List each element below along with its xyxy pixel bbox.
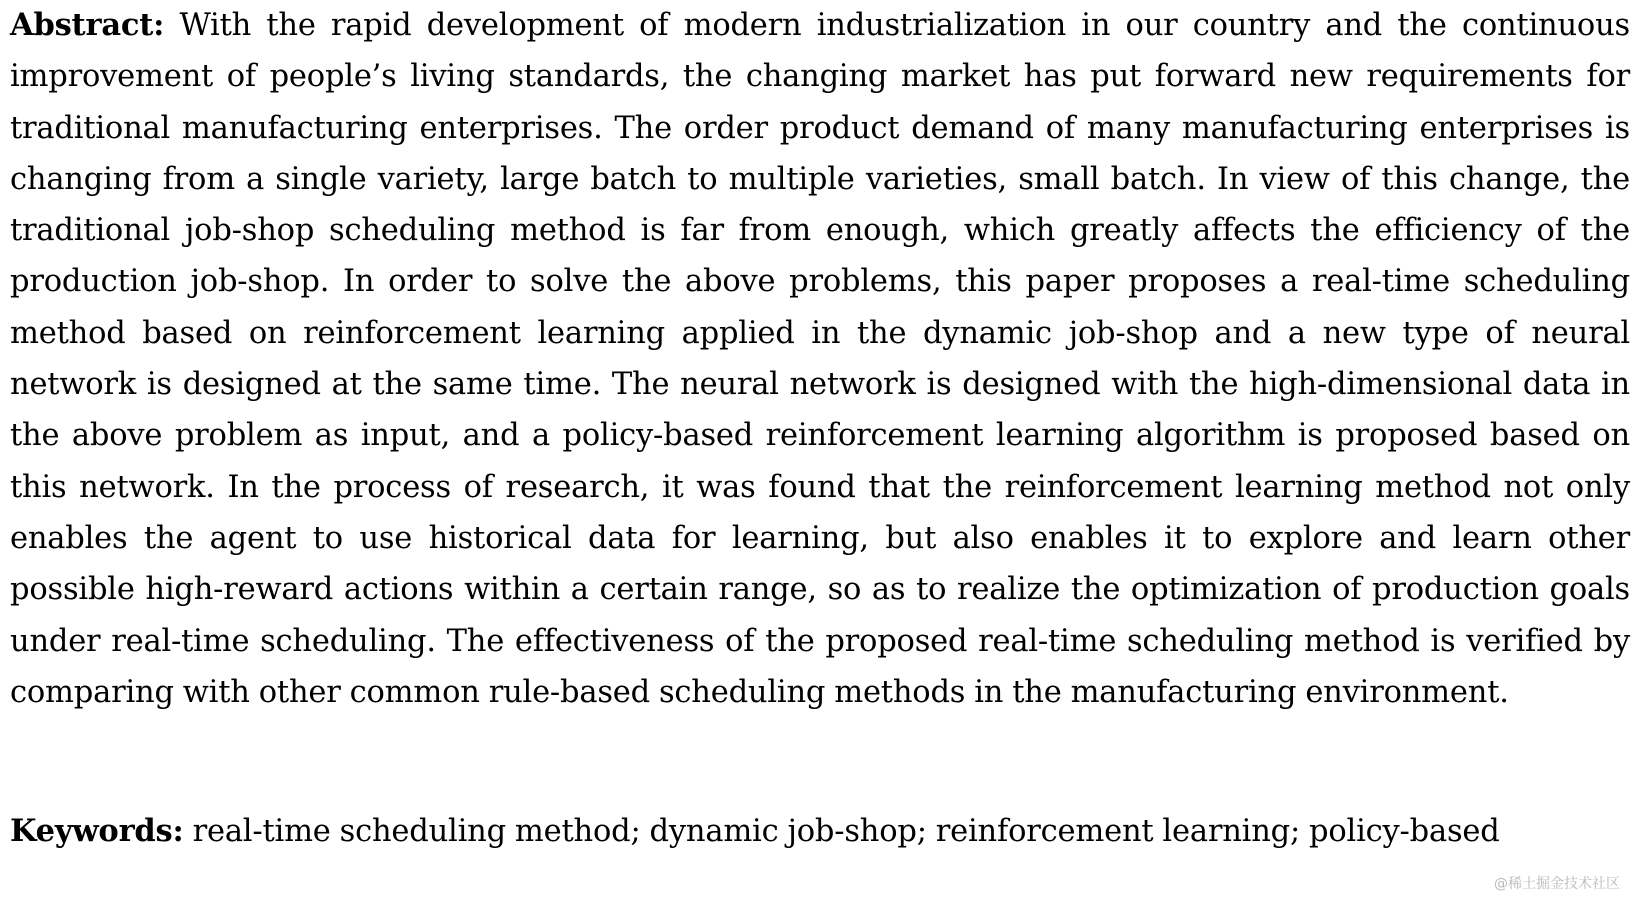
abstract-text: With the rapid development of modern industrialization in our country and the continuous improvement of people’s living standards, the changing market has put forward new requirements for traditional manufacturing enterprises. The order product demand of many manufacturing enterprises is changing from a single variety, large batch to multiple varieties, small batch. In view of this change, the traditional job-shop scheduling method is far from enough, which greatly affects the efficiency of the production job-shop. In order to solve the above problems, this paper proposes a real-time scheduling method based on reinforcement learning applied in the dynamic job-shop and a new type of neural network is designed at the same time. The neural network is designed with the high-dimensional data in the above problem as input, and a policy-based reinforcement learning algorithm is proposed based on this network. In the process of research, it was found that the reinforcement learning method not only enables the agent to use historical data for learning, but also enables it to explore and learn other possible high-reward actions within a certain range, so as to realize the optimization of production goals under real-time scheduling. The effectiveness of the proposed real-time scheduling method is verified by comparing with other common rule-based scheduling methods in the manufacturing environment. (10, 8, 1630, 710)
abstract-paragraph (10, 0, 1630, 718)
watermark-text: @稀土掘金技术社区 (1494, 876, 1620, 892)
abstract-label: Abstract: (10, 7, 165, 43)
keywords-line (10, 806, 1500, 857)
keywords-text: real-time scheduling method; dynamic job-shop; reinforcement learning; policy-based (192, 814, 1500, 849)
keywords-label: Keywords: (10, 813, 184, 849)
paper-page (10, 0, 1630, 849)
